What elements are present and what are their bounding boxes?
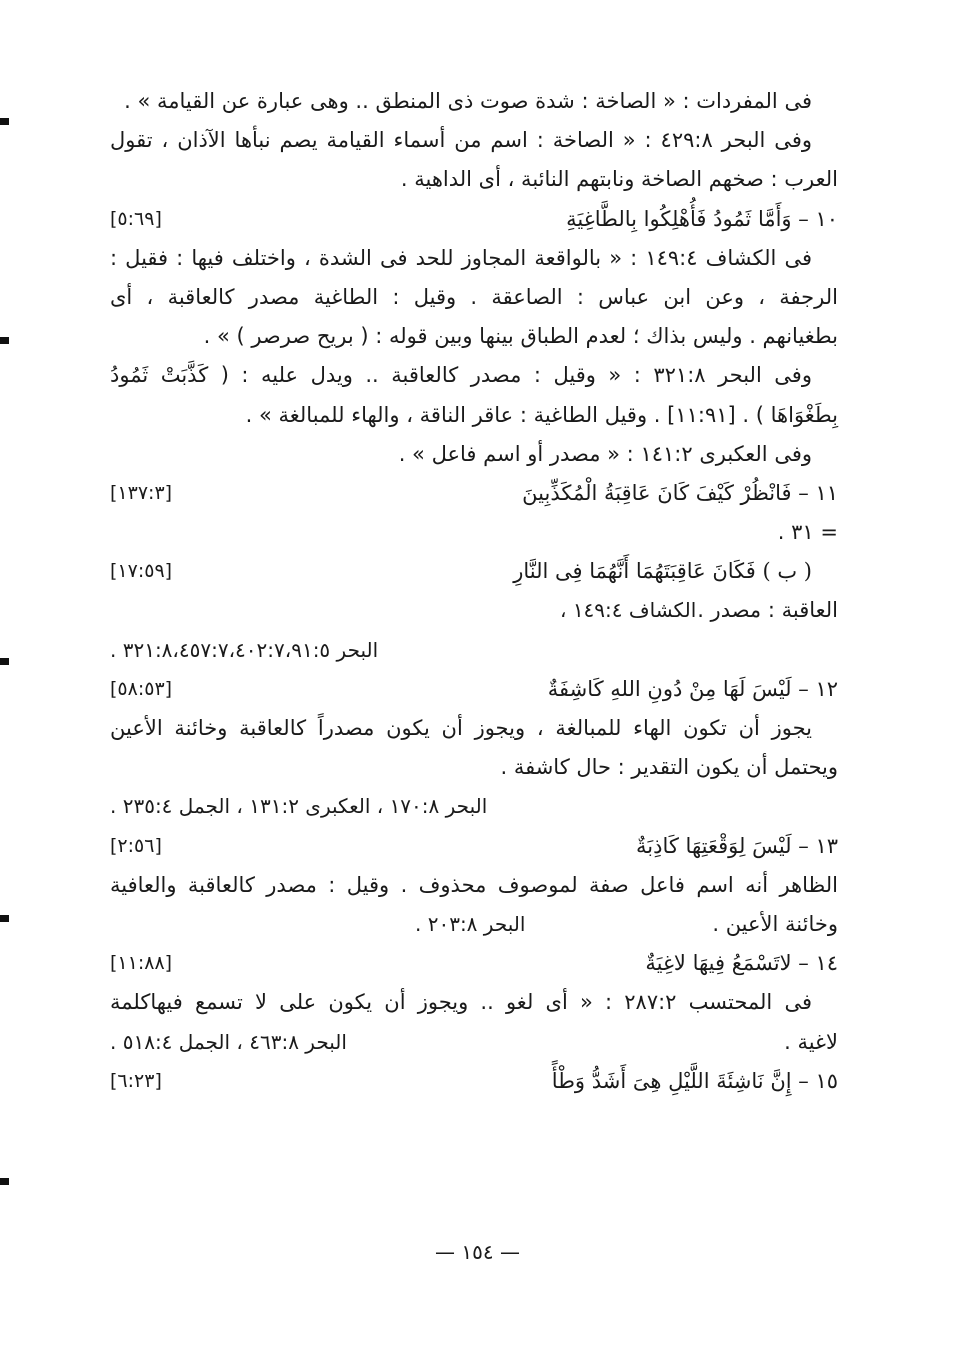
ayah-heading: ١٠ – وَأَمَّا ثَمُودُ فَأُهْلِكُوا بِالطَّاغِيَةِ [٥:٦٩] [110, 200, 838, 239]
ayah-heading: ١٥ – إِنَّ نَاشِئَةَ اللَّيْلِ هِىَ أَشَدُّ وَطْأً [٦:٢٣] [110, 1062, 838, 1101]
text-line: الظاهر أنه اسم فاعل صفة لموصوف محذوف . وقيل : مصدر كالعاقبة والعافية [110, 872, 838, 897]
text-line: وفى البحر ٣٢١:٨ : « وقيل : مصدر كالعاقبة .. ويدل عليه : ( كَذَّبَتْ ثَمُودُ [110, 363, 812, 388]
page-number: — ١٥٤ — [435, 1240, 520, 1264]
ayah-heading: ١٤ – لاتَسْمَعُ فِيهَا لاغِيَةٌ [١١:٨٨] [110, 944, 838, 983]
margin-mark [0, 915, 9, 922]
text-line: فى المحتسب ٢٨٧:٢ : « أى لغو .. ويجوز أن يكون على لا تسمع فيهاكلمة [110, 990, 812, 1015]
text-line [110, 631, 838, 670]
ayah-reference: [٢:٥٦] [110, 834, 162, 857]
text-line: يجوز أن تكون الهاء للمبالغة ، ويجوز أن يكون مصدراً كالعاقبة وخائنة الأعين [110, 716, 812, 740]
ayah-reference: [١٣٧:٣] [110, 481, 173, 504]
text-line: بِطَغْوَاهَا ) . [١١:٩١] . وقيل الطاغية : عاقر الناقة ، والهاء للمبالغة » . [245, 402, 838, 427]
margin-mark [0, 1178, 9, 1185]
ayah-heading: ( ب ) فَكَانَ عَاقِبَتَهُمَا أَنَّهُمَا فِى النَّارِ [١٧:٥٩] [110, 552, 838, 591]
text-line: = ٣١ . [777, 520, 838, 545]
text-line: العاقبة : مصدر . الكشاف ١٤٩:٤ ، [110, 591, 838, 630]
text-line: لاغية . البحر ٤٦٣:٨ ، الجمل ٥١٨:٤ . [110, 1023, 838, 1062]
text-line: وخائنة الأعين . البحر ٢٠٣:٨ . [110, 905, 838, 944]
text-line: الرجفة ، وعن ابن عباس : الصاعقة . وقيل : الطاغية مصدر كالعاقبة ، أى [110, 284, 838, 309]
ayah-reference: [١١:٨٨] [110, 952, 173, 975]
text-line: بطغيانهم . وليس بذاك ؛ لعدم الطباق بينها وبين قوله : ( بريح صرصر ) » . [203, 324, 838, 349]
source-citation: البحر ٢٠٣:٨ . [415, 911, 526, 936]
source-citation: البحر ١٧٠:٨ ، العكبرى ١٣١:٢ ، الجمل ٢٣٥:٤ . [110, 794, 488, 819]
ayah-heading: ١٣ – لَيْسَ لِوَقْعَتِهَا كَاذِبَةٌ [٢:٥٦] [110, 827, 838, 866]
text-line: العرب : صخهم الصاخة ونابتهم النائبة ، أى الداهية . [400, 167, 838, 192]
text-line: فى الكشاف ١٤٩:٤ : « بالواقعة المجاوز للحد فى الشدة ، واختلف فيها : فقيل : [110, 245, 813, 270]
source-citation: البحر ٤٦٣:٨ ، الجمل ٥١٨:٤ . [110, 1029, 347, 1054]
source-citation: البحر ٣٢١:٨،٤٥٧:٧،٤٠٢:٧،٩١:٥ . [110, 637, 379, 662]
text-line: ويحتمل أن يكون التقدير : حال كاشفة . [500, 755, 838, 780]
margin-mark [0, 118, 9, 125]
ayah-reference: [٥:٦٩] [110, 207, 162, 230]
text-line: وفى العكبرى ١٤١:٢ : « مصدر أو اسم فاعل » . [398, 441, 812, 466]
ayah-reference: [٥٨:٥٣] [110, 677, 173, 700]
text-line: فى المفردات : « الصاخة : شدة صوت ذى المنطق .. وهى عبارة عن القيامة » . [124, 89, 812, 113]
ayah-heading: ١١ – فَانْظُرْ كَيْفَ كَانَ عَاقِبَةُ الْمُكَذِّبِينَ [١٣٧:٣] [110, 474, 838, 513]
text-line [110, 787, 838, 826]
ayah-heading: ١٢ – لَيْسَ لَهَا مِنْ دُونِ اللهِ كَاشِفَةٌ [٥٨:٥٣] [110, 670, 838, 709]
page-body [110, 82, 838, 1101]
margin-mark [0, 658, 9, 665]
ayah-reference: [١٧:٥٩] [110, 560, 173, 583]
source-citation: الكشاف ١٤٩:٤ ، [560, 598, 697, 623]
margin-mark [0, 337, 9, 344]
ayah-reference: [٦:٢٣] [110, 1069, 162, 1092]
text-line: وفى البحر ٤٢٩:٨ : « الصاخة : اسم من أسماء القيامة يصم نبأها الآذان ، تقول [110, 128, 812, 153]
